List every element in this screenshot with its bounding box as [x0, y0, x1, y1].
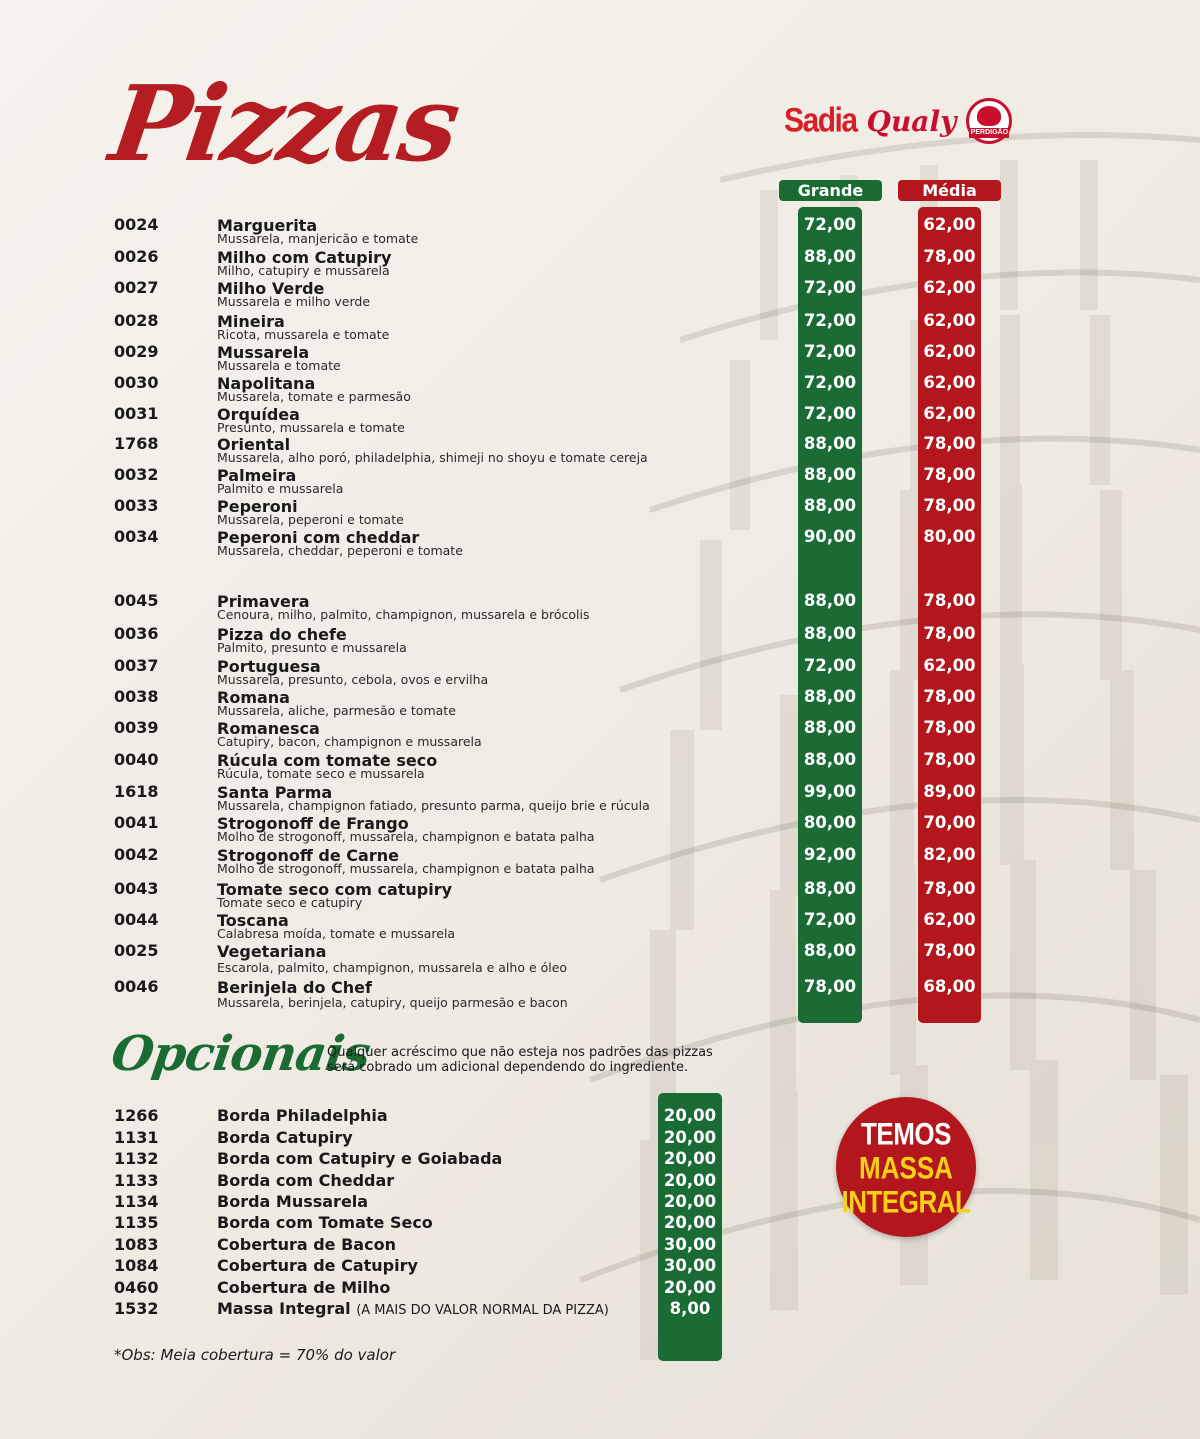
pizza-description: Palmito, presunto e mussarela	[217, 640, 407, 655]
opcional-name: Cobertura de Milho	[217, 1278, 391, 1297]
pizza-name: Strogonoff de Frango	[217, 814, 409, 833]
pizza-description: Molho de strogonoff, mussarela, champignon e batata palha	[217, 861, 595, 876]
price-grande: 88,00	[803, 941, 857, 960]
opcional-price: 20,00	[663, 1171, 717, 1190]
brand-logos	[784, 96, 1012, 146]
pizza-code: 0039	[114, 718, 159, 737]
opcional-code: 1266	[114, 1106, 159, 1125]
opcional-item	[217, 1257, 418, 1275]
opcional-code: 1131	[114, 1128, 159, 1147]
price-media: 62,00	[923, 278, 976, 297]
pizza-code: 1768	[114, 434, 159, 453]
pizza-code: 0033	[114, 496, 159, 515]
pizza-code: 0046	[114, 977, 159, 996]
perdigao-logo	[966, 98, 1012, 144]
opcional-code: 1135	[114, 1213, 159, 1232]
massa-integral-badge	[836, 1097, 976, 1237]
price-grande: 72,00	[803, 311, 857, 330]
pizza-name: Strogonoff de Carne	[217, 846, 399, 865]
pizza-code: 0036	[114, 624, 159, 643]
opcional-code: 1132	[114, 1149, 159, 1168]
pizza-code: 1618	[114, 782, 159, 801]
pizza-name: Berinjela do Chef	[217, 978, 372, 997]
price-grande: 90,00	[803, 527, 857, 546]
price-media: 78,00	[923, 750, 976, 769]
opcional-price: 20,00	[663, 1192, 717, 1211]
price-grande: 72,00	[803, 656, 857, 675]
opcional-price: 30,00	[663, 1235, 717, 1254]
price-grande: 80,00	[803, 813, 857, 832]
opcional-name: Cobertura de Catupiry	[217, 1256, 418, 1275]
pizza-description: Tomate seco e catupiry	[217, 895, 363, 910]
pizza-description: Mussarela, champignon fatiado, presunto parma, queijo brie e rúcula	[217, 798, 650, 813]
pizza-name: Portuguesa	[217, 657, 321, 676]
price-grande: 72,00	[803, 373, 857, 392]
price-media: 62,00	[923, 404, 976, 423]
opcionais-note-line1: Qualquer acréscimo que não esteja nos padrões das pizzas	[327, 1045, 713, 1060]
pizza-name: Milho com Catupiry	[217, 248, 392, 267]
pizza-code: 0031	[114, 404, 159, 423]
opcional-price: 20,00	[663, 1106, 717, 1125]
opcional-price: 30,00	[663, 1256, 717, 1275]
pizza-description: Mussarela e milho verde	[217, 294, 371, 309]
badge-line2: MASSA	[859, 1149, 953, 1186]
pizza-description: Escarola, palmito, champignon, mussarela e alho e óleo	[217, 960, 568, 975]
opcional-code: 1083	[114, 1235, 159, 1254]
price-media: 78,00	[923, 718, 976, 737]
pizza-name: Oriental	[217, 435, 291, 454]
pizza-code: 0034	[114, 527, 159, 546]
perdigao-logo-text: PERDIGÃO	[970, 129, 1009, 136]
opcional-item	[217, 1236, 396, 1254]
opcional-note: (A MAIS DO VALOR NORMAL DA PIZZA)	[356, 1303, 609, 1318]
price-media: 78,00	[923, 941, 976, 960]
pizza-name: Napolitana	[217, 374, 316, 393]
price-media: 78,00	[923, 624, 976, 643]
opcional-price: 20,00	[663, 1278, 717, 1297]
opcional-code: 1133	[114, 1171, 159, 1190]
price-media: 68,00	[923, 977, 976, 996]
opcional-price: 20,00	[663, 1213, 717, 1232]
qualy-logo: Qualy	[866, 104, 957, 138]
pizza-code: 0027	[114, 278, 159, 297]
pizza-name: Vegetariana	[217, 942, 327, 961]
opcional-name: Massa Integral	[217, 1299, 351, 1318]
opcionais-note-line2: será cobrado um adicional dependendo do ingrediente.	[327, 1060, 689, 1075]
opcional-code: 1532	[114, 1299, 159, 1318]
pizza-code: 0041	[114, 813, 159, 832]
price-media: 78,00	[923, 247, 976, 266]
pizza-description: Mussarela, tomate e parmesão	[217, 389, 411, 404]
price-media: 62,00	[923, 215, 976, 234]
opcional-item	[217, 1150, 502, 1168]
pizza-code: 0045	[114, 591, 159, 610]
opcional-item	[217, 1279, 390, 1297]
price-grande: 88,00	[803, 718, 857, 737]
badge-line1: TEMOS	[861, 1115, 951, 1152]
price-media: 62,00	[923, 373, 976, 392]
price-grande: 88,00	[803, 879, 857, 898]
opcionais-title: Opcionais	[108, 1026, 374, 1082]
opcional-name: Borda com Catupiry e Goiabada	[217, 1149, 503, 1168]
opcional-name: Borda Philadelphia	[217, 1106, 388, 1125]
pizza-name: Mineira	[217, 312, 285, 331]
pizza-name: Pizza do chefe	[217, 625, 347, 644]
pizza-code: 0030	[114, 373, 159, 392]
column-header-media: Média	[898, 180, 1001, 201]
pizza-description: Presunto, mussarela e tomate	[217, 420, 405, 435]
opcional-name: Borda Catupiry	[217, 1128, 353, 1147]
pizza-description: Mussarela, alho poró, philadelphia, shimeji no shoyu e tomate cereja	[217, 450, 648, 465]
price-grande: 88,00	[803, 496, 857, 515]
price-grande: 72,00	[803, 342, 857, 361]
pizza-code: 0025	[114, 941, 159, 960]
pizza-name: Romanesca	[217, 719, 320, 738]
price-media: 78,00	[923, 879, 976, 898]
pizza-name: Palmeira	[217, 466, 297, 485]
pizza-code: 0029	[114, 342, 159, 361]
pizza-name: Orquídea	[217, 405, 300, 424]
price-grande: 78,00	[803, 977, 857, 996]
pizza-description: Mussarela, cheddar, peperoni e tomate	[217, 543, 463, 558]
opcional-price: 8,00	[669, 1299, 711, 1318]
opcional-name: Cobertura de Bacon	[217, 1235, 396, 1254]
opcional-price: 20,00	[663, 1128, 717, 1147]
price-grande: 72,00	[803, 215, 857, 234]
pizza-description: Ricota, mussarela e tomate	[217, 327, 390, 342]
badge-line3: INTEGRAL	[841, 1183, 971, 1220]
pizza-description: Calabresa moída, tomate e mussarela	[217, 926, 456, 941]
price-media: 62,00	[923, 342, 976, 361]
opcionais-note	[327, 1045, 713, 1075]
price-media: 62,00	[923, 311, 976, 330]
pizza-description: Rúcula, tomate seco e mussarela	[217, 766, 425, 781]
pizza-description: Mussarela, aliche, parmesão e tomate	[217, 703, 456, 718]
opcional-code: 1134	[114, 1192, 159, 1211]
pizza-description: Mussarela, berinjela, catupiry, queijo parmesão e bacon	[217, 995, 568, 1010]
pizza-name: Peperoni	[217, 497, 298, 516]
pizza-code: 0040	[114, 750, 159, 769]
price-grande: 72,00	[803, 910, 857, 929]
price-media: 78,00	[923, 496, 976, 515]
opcional-code: 1084	[114, 1256, 159, 1275]
price-grande: 88,00	[803, 434, 857, 453]
pizza-description: Mussarela, peperoni e tomate	[217, 512, 404, 527]
pizza-description: Cenoura, milho, palmito, champignon, mussarela e brócolis	[217, 607, 590, 622]
price-grande: 72,00	[803, 278, 857, 297]
pizza-name: Romana	[217, 688, 290, 707]
pizza-description: Catupiry, bacon, champignon e mussarela	[217, 734, 482, 749]
price-grande: 72,00	[803, 404, 857, 423]
page-title: Pizzas	[103, 62, 465, 185]
opcional-price: 20,00	[663, 1149, 717, 1168]
pizza-name: Santa Parma	[217, 783, 333, 802]
pizza-code: 0028	[114, 311, 159, 330]
price-grande: 92,00	[803, 845, 857, 864]
price-grande: 88,00	[803, 465, 857, 484]
pizza-code: 0038	[114, 687, 159, 706]
price-media: 78,00	[923, 591, 976, 610]
leaning-tower-background	[560, 80, 1200, 1439]
pizza-description: Milho, catupiry e mussarela	[217, 263, 390, 278]
pizza-name: Tomate seco com catupiry	[217, 880, 453, 899]
pizza-name: Primavera	[217, 592, 310, 611]
pizza-code: 0024	[114, 215, 159, 234]
price-grande: 88,00	[803, 687, 857, 706]
opcional-item	[217, 1172, 394, 1190]
pizza-description: Mussarela, presunto, cebola, ovos e ervilha	[217, 672, 489, 687]
pizza-name: Mussarela	[217, 343, 310, 362]
opcional-name: Borda com Tomate Seco	[217, 1213, 433, 1232]
pizza-code: 0042	[114, 845, 159, 864]
price-grande: 88,00	[803, 591, 857, 610]
opcional-name: Borda Mussarela	[217, 1192, 369, 1211]
price-media: 82,00	[923, 845, 976, 864]
price-media: 78,00	[923, 465, 976, 484]
price-media: 70,00	[923, 813, 976, 832]
pizza-description: Mussarela, manjericão e tomate	[217, 231, 419, 246]
pizza-code: 0026	[114, 247, 159, 266]
pizza-description: Palmito e mussarela	[217, 481, 344, 496]
price-grande: 88,00	[803, 624, 857, 643]
pizza-name: Peperoni com cheddar	[217, 528, 420, 547]
price-grande: 88,00	[803, 247, 857, 266]
price-media: 62,00	[923, 910, 976, 929]
price-media: 80,00	[923, 527, 976, 546]
price-grande: 99,00	[803, 782, 857, 801]
price-media: 78,00	[923, 687, 976, 706]
pizza-name: Toscana	[217, 911, 289, 930]
pizza-name: Marguerita	[217, 216, 318, 235]
opcional-code: 0460	[114, 1278, 159, 1297]
column-header-grande: Grande	[779, 180, 882, 201]
sadia-logo: Sadia	[784, 101, 857, 140]
opcional-name: Borda com Cheddar	[217, 1171, 395, 1190]
price-grande: 88,00	[803, 750, 857, 769]
pizza-name: Rúcula com tomate seco	[217, 751, 438, 770]
price-media: 78,00	[923, 434, 976, 453]
price-media: 62,00	[923, 656, 976, 675]
opcional-item	[217, 1300, 609, 1320]
pizza-code: 0044	[114, 910, 159, 929]
pizza-description: Molho de strogonoff, mussarela, champignon e batata palha	[217, 829, 595, 844]
opcional-item	[217, 1214, 433, 1232]
pizza-code: 0043	[114, 879, 159, 898]
opcional-item	[217, 1107, 388, 1125]
price-media: 89,00	[923, 782, 976, 801]
opcional-item	[217, 1129, 353, 1147]
obs-note: *Obs: Meia cobertura = 70% do valor	[114, 1346, 396, 1364]
pizza-code: 0032	[114, 465, 159, 484]
pizza-description: Mussarela e tomate	[217, 358, 341, 373]
pizza-name: Milho Verde	[217, 279, 325, 298]
pizza-code: 0037	[114, 656, 159, 675]
opcional-item	[217, 1193, 368, 1211]
